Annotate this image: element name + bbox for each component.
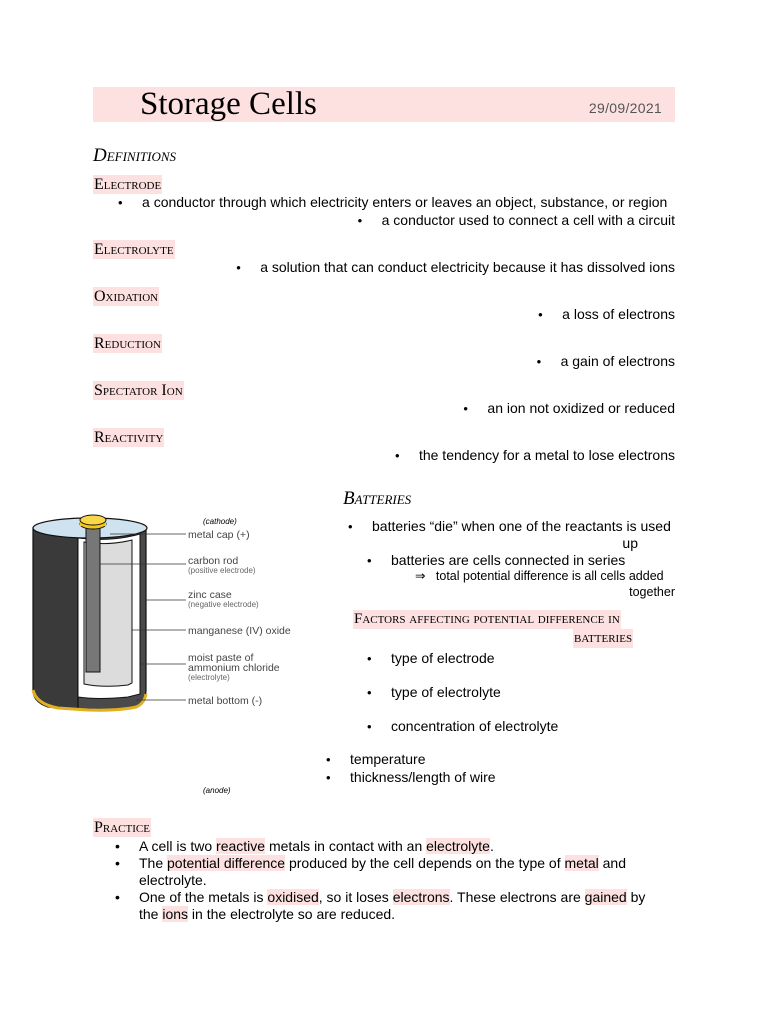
highlighted-term: reactive — [216, 838, 266, 854]
practice-text: The — [139, 855, 168, 871]
factors-heading-line-1: Factors affecting potential difference in — [354, 611, 620, 627]
label-zinc-case-note: (negative electrode) — [188, 600, 259, 609]
factor-item-4: • temperature — [326, 751, 426, 767]
factor-item-1: • type of electrode — [367, 650, 495, 666]
handwritten-anode: (anode) — [203, 786, 231, 795]
page-date: 29/09/2021 — [588, 100, 662, 116]
factor-item-5: • thickness/length of wire — [326, 769, 496, 785]
batteries-heading: Batteries — [343, 488, 412, 509]
highlighted-term: metal — [564, 855, 599, 871]
practice-item — [93, 889, 653, 923]
term-electrolyte: Electrolyte — [94, 241, 174, 258]
label-paste-note: (electrolyte) — [188, 673, 230, 682]
practice-text: and electrolyte. — [139, 855, 626, 888]
highlighted-term: oxidised — [267, 889, 319, 905]
page-title: Storage Cells — [140, 86, 317, 122]
highlighted-term: gained — [584, 889, 627, 905]
carbon-rod — [86, 528, 100, 672]
practice-text: A cell is two — [139, 838, 217, 854]
batteries-point-1-cont: up — [622, 535, 638, 551]
term-spectator-ion: Spectator Ion — [94, 382, 183, 399]
practice-item — [93, 855, 653, 889]
definitions-heading: Definitions — [93, 145, 177, 166]
term-reactivity: Reactivity — [94, 429, 164, 446]
highlighted-term: electrons — [392, 889, 450, 905]
practice-text: by the — [139, 889, 646, 922]
practice-text: , so it loses — [318, 889, 393, 905]
label-metal-cap: metal cap (+) — [188, 529, 250, 541]
practice-list — [93, 838, 653, 923]
practice-item — [93, 838, 653, 855]
term-electrode: Electrode — [94, 176, 162, 193]
arrow-icon: ⇒ — [415, 569, 426, 583]
practice-text: . These electrons are — [449, 889, 585, 905]
def-electrode-1: • a conductor through which electricity enters or leaves an object, substance, or region — [118, 194, 668, 210]
batteries-point-1: • batteries “die” when one of the reactants is used — [348, 518, 671, 534]
label-manganese-oxide: manganese (IV) oxide — [188, 625, 291, 637]
factors-heading-line-2: batteries — [574, 630, 633, 646]
def-reactivity: • the tendency for a metal to lose electrons — [394, 447, 675, 463]
label-carbon-rod-note: (positive electrode) — [188, 566, 256, 575]
def-electrolyte: • a solution that can conduct electricity because it has dissolved ions — [236, 259, 675, 275]
highlighted-term: electrolyte — [426, 838, 490, 854]
practice-text: produced by the cell depends on the type of — [285, 855, 565, 871]
practice-heading: Practice — [94, 819, 150, 836]
def-reduction: • a gain of electrons — [536, 353, 675, 369]
factor-item-2: • type of electrolyte — [367, 684, 501, 700]
practice-text: . — [489, 838, 494, 854]
factor-item-3: • concentration of electrolyte — [367, 718, 559, 734]
highlighted-term: potential difference — [167, 855, 286, 871]
def-oxidation: • a loss of electrons — [538, 306, 675, 322]
handwritten-cathode: (cathode) — [203, 517, 237, 526]
def-electrode-2: • a conductor used to connect a cell with a circuit — [357, 212, 675, 228]
batteries-point-3-cont: together — [629, 585, 675, 599]
dry-cell-diagram — [28, 512, 328, 802]
term-oxidation: Oxidation — [94, 288, 159, 305]
batteries-point-2: • batteries are cells connected in series — [367, 552, 626, 568]
label-zinc-case: zinc case — [188, 589, 232, 601]
highlighted-term: ions — [162, 906, 189, 922]
practice-text: metals in contact with an — [265, 838, 427, 854]
label-paste-2: ammonium chloride — [188, 662, 280, 674]
practice-text: One of the metals is — [139, 889, 268, 905]
label-metal-bottom: metal bottom (-) — [188, 695, 263, 707]
batteries-point-3: ⇒ total potential difference is all cells added — [415, 569, 664, 583]
def-spectator-ion: • an ion not oxidized or reduced — [463, 400, 675, 416]
term-reduction: Reduction — [94, 335, 161, 352]
label-carbon-rod: carbon rod — [188, 555, 239, 567]
label-paste-1: moist paste of — [188, 652, 254, 664]
practice-text: in the electrolyte so are reduced. — [188, 906, 396, 922]
outer-case-left — [33, 528, 78, 709]
